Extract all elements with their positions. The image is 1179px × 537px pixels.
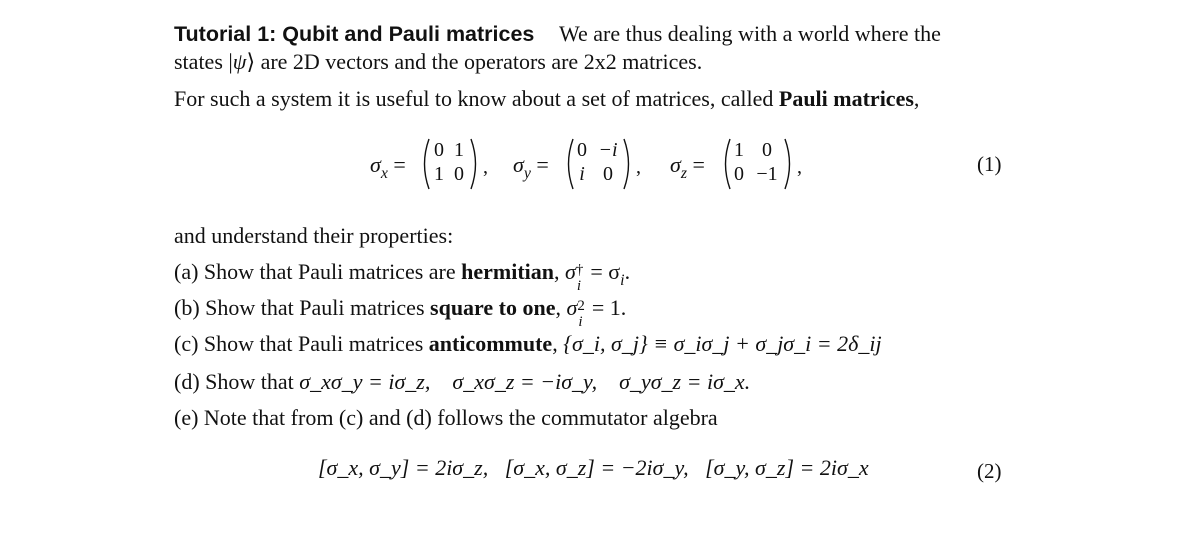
matrix-cell: −i (598, 139, 618, 161)
matrix-cell: 1 (454, 139, 464, 161)
separator-comma: , (636, 156, 641, 178)
intro-line-2 (174, 48, 702, 76)
intro-text-2-rest: are 2D vectors and the operators are 2x2 matrices. (260, 49, 703, 74)
square-to-one-term: square to one (430, 295, 556, 320)
tutorial-title: Tutorial 1: Qubit and Pauli matrices (174, 22, 535, 46)
right-paren (622, 138, 634, 190)
item-c: (c) Show that Pauli matrices anticommute, {σ_i, σ_j} ≡ σ_iσ_j + σ_jσ_i = 2δ_ij (174, 331, 882, 356)
matrix-cell: −1 (756, 163, 778, 185)
anticommutator-formula: {σ_i, σ_j} ≡ σ_iσ_j + σ_jσ_i = 2δ_ij (563, 331, 882, 356)
line3-text: For such a system it is useful to know about a set of matrices, called (174, 86, 774, 111)
item-a: (a) Show that Pauli matrices are hermitian, σ † i = $\sigma_i$. (174, 259, 631, 294)
hermitian-term: hermitian (461, 259, 555, 284)
matrix-cell: 1 (434, 163, 444, 185)
matrix-cell: i (579, 163, 585, 185)
right-paren (469, 138, 481, 190)
sigma-z-label: $\sigma_z$ = (670, 152, 705, 182)
equation-number-2: (2) (977, 459, 1002, 483)
anticommute-term: anticommute (428, 331, 553, 356)
matrix-cell: 0 (434, 139, 444, 161)
ket-psi: |ψ⟩ (228, 49, 256, 74)
item-d: (d) Show that σ_xσ_y = iσ_z, σ_xσ_z = −iσ_y, σ_yσ_z = iσ_x. (174, 369, 751, 394)
equation-1-sigma-z (670, 138, 830, 194)
commutator-formula: [σ_x, σ_y] = 2iσ_z, [σ_x, σ_z] = −2iσ_y, [σ_y, σ_z] = 2iσ_x (318, 455, 869, 480)
pauli-matrices-term: Pauli matrices (778, 86, 914, 111)
sigma-y-label: $\sigma_y$ = (513, 152, 549, 182)
item-b: (b) Show that Pauli matrices square to one, σ 2 i = 1. (174, 295, 627, 330)
separator-comma: , (797, 156, 802, 178)
sigma-x-label: $\sigma_x$ = (370, 152, 406, 182)
separator-comma: , (483, 156, 488, 178)
intro-text-1: We are thus dealing with a world where the (559, 21, 941, 46)
equation-2 (318, 455, 869, 481)
matrix-cell: 0 (454, 163, 464, 185)
matrix-cell: 1 (734, 139, 744, 161)
equation-number-1: (1) (977, 152, 1002, 176)
matrix-cell: 0 (762, 139, 772, 161)
matrix-cell: 0 (577, 139, 587, 161)
properties-intro: and understand their properties: (174, 223, 454, 248)
matrix-cell: 0 (603, 163, 613, 185)
intro-line-3: For such a system it is useful to know about a set of matrices, called Pauli matrices, (174, 86, 920, 111)
equation-1 (370, 138, 660, 194)
right-paren (783, 138, 795, 190)
matrix-cell: 0 (734, 163, 744, 185)
product-relations-formula: σ_xσ_y = iσ_z, σ_xσ_z = −iσ_y, σ_yσ_z = iσ_x. (299, 369, 751, 394)
intro-text-2-start: states (174, 49, 223, 74)
intro-line-1 (174, 20, 941, 48)
item-e: (e) Note that from (c) and (d) follows the commutator algebra (174, 405, 718, 430)
